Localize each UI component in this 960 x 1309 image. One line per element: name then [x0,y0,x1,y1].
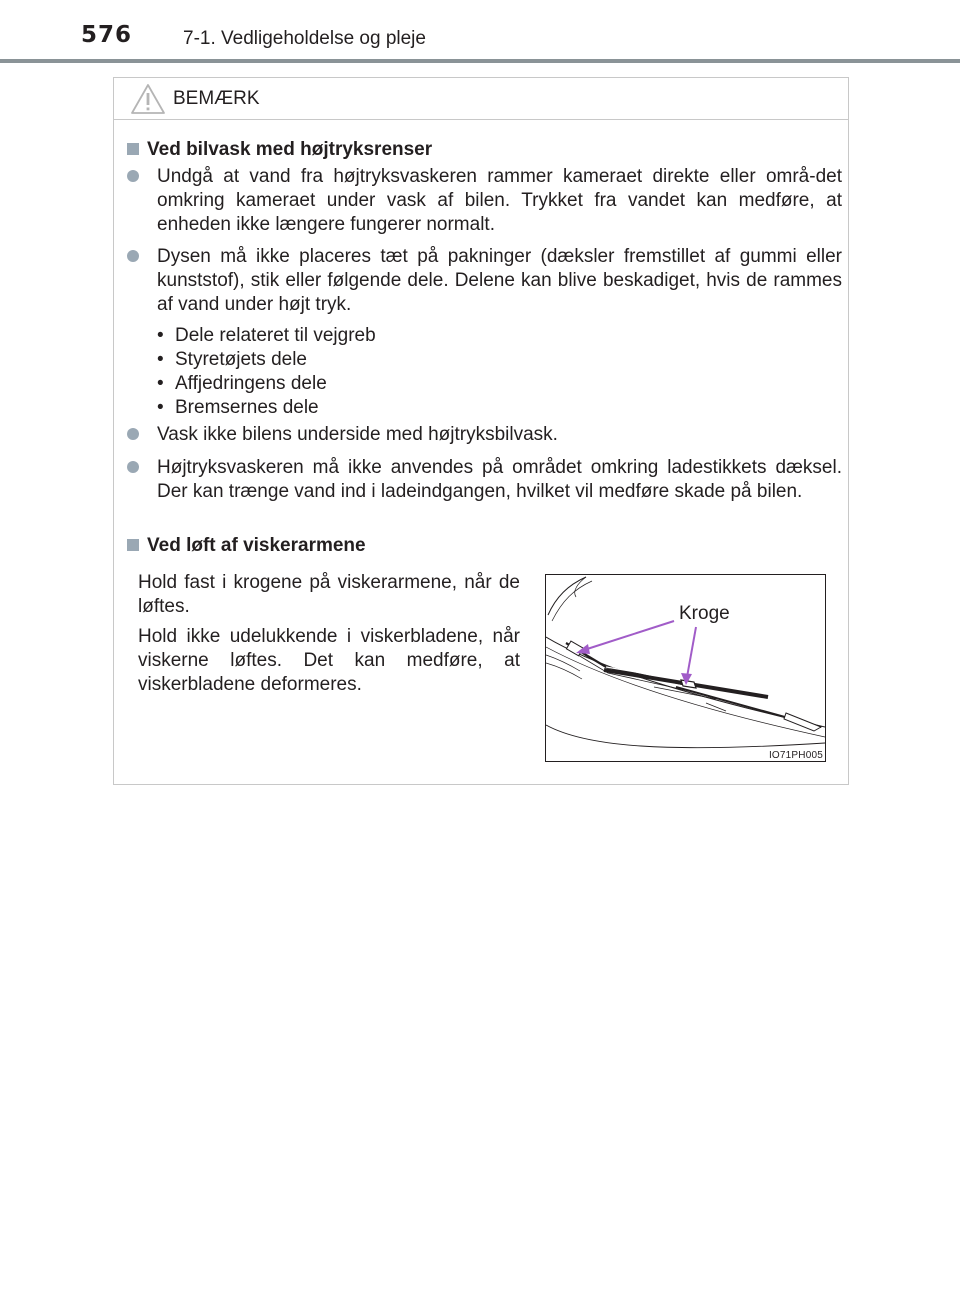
paragraph: Hold ikke udelukkende i viskerbladene, når viskerne løftes. Det kan medføre, at viskerbladene deformeres. [138,626,520,695]
list-item: Dysen må ikke placeres tæt på pakninger (dæksler fremstillet af gummi eller kunststof), stik eller følgende dele. Delene kan blive beskadiget, hvis de rammes af vand under højt tryk. [127,245,842,317]
sub-list [157,324,376,420]
square-bullet-icon [127,539,139,551]
list-item: Undgå at vand fra højtryksvaskeren rammer kameraet direkte eller områ-det omkring kameraet under vask af bilen. Trykket fra vandet kan medføre, at enheden ikke længere fungerer normalt. [127,165,842,237]
bullet-dot-icon [127,250,139,262]
sub-list-item: • Styretøjets dele [157,348,376,372]
sub-list-item: • Affjedringens dele [157,372,376,396]
bullet-dot-icon [127,428,139,440]
subheading-wiper-arms: Ved løft af viskerarmene [127,535,366,557]
warning-triangle-icon [130,83,166,115]
square-bullet-icon [127,143,139,155]
bullet-dot-icon [127,461,139,473]
wiper-figure [545,574,826,762]
note-label: BEMÆRK [173,88,260,109]
note-box [113,77,849,785]
section-title: 7-1. Vedligeholdelse og pleje [183,28,426,49]
figure-code: IO71PH005 [768,750,823,761]
figure-label-kroge: Kroge [679,603,730,624]
bullet-dot-icon [127,170,139,182]
note-header [114,78,848,120]
header-rule [0,59,960,63]
subheading-pressure-washer: Ved bilvask med højtryksrenser [127,139,432,161]
list-item: Højtryksvaskeren må ikke anvendes på området omkring ladestikkets dæksel. Der kan trænge vand ind i ladeindgangen, hvilket vil medføre skade på bilen. [127,456,842,504]
sub-list-item: • Bremsernes dele [157,396,376,420]
page-header [0,0,960,64]
sub-list-item: • Dele relateret til vejgreb [157,324,376,348]
paragraph: Hold fast i krogene på viskerarmene, når de løftes. [138,572,520,617]
page-number: 576 [81,22,133,48]
list-item: Vask ikke bilens underside med højtryksbilvask. [127,423,842,447]
